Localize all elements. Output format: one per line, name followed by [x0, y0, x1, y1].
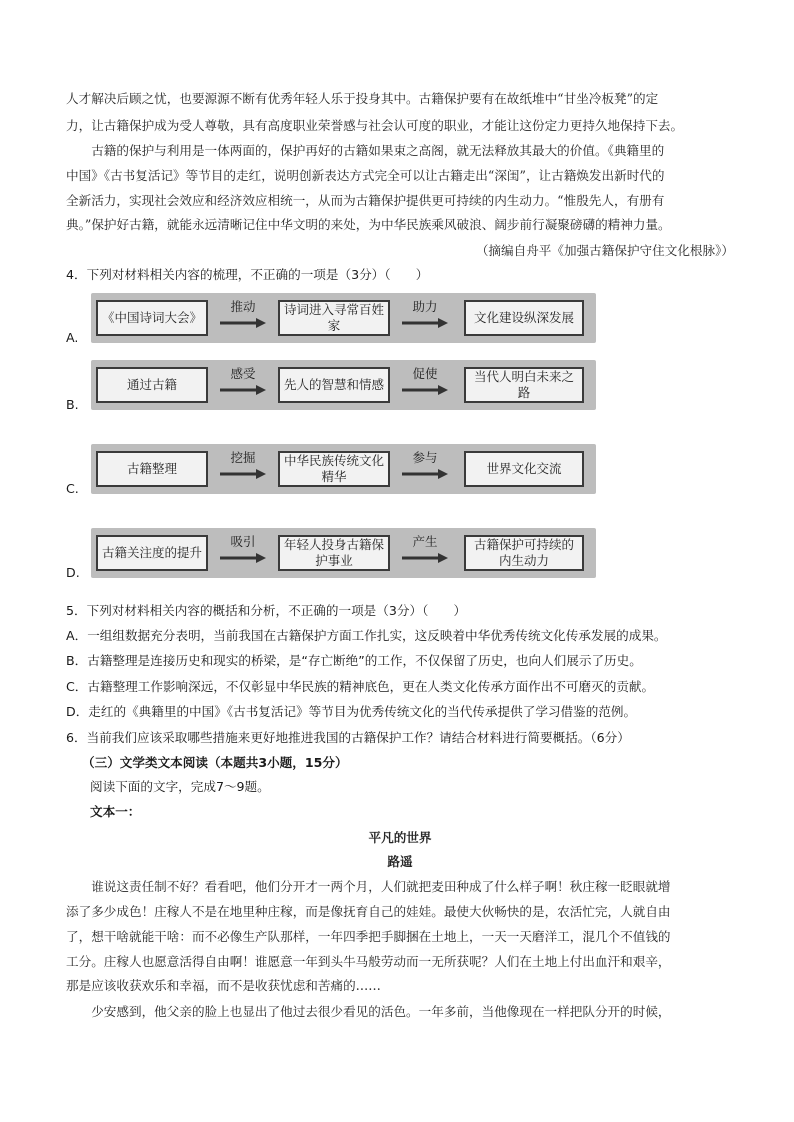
question-5-stem: 5．下列对材料相关内容的概括和分析，不正确的一项是（3分）（ ）: [66, 603, 467, 618]
passage-line: 少安感到，他父亲的脸上也显出了他过去很少看见的活色。一年多前，当他像现在一样把队分开的时候，: [66, 1004, 671, 1019]
passage-line: 古籍的保护与利用是一体两面的，保护再好的古籍如果束之高阁，就无法释放其最大的价值。《典籍里的: [66, 143, 665, 158]
q4-option-d[interactable]: [66, 528, 606, 580]
q5-option-b[interactable]: B．古籍整理是连接历史和现实的桥梁，是“存亡断绝”的工作，不仅保留了历史，也向人们展示了历史。: [66, 653, 642, 668]
flow-box: 古籍关注度的提升: [96, 535, 208, 571]
arrow-label: 助力: [412, 299, 438, 314]
arrow-label: 挖掘: [230, 450, 256, 465]
passage-line: 典。”保护好古籍，就能永远清晰记住中华文明的来处，为中华民族乘风破浪、阔步前行凝聚磅礴的精神力量。: [66, 217, 671, 232]
flow-arrow: [214, 448, 272, 488]
flow-box: 诗词进入寻常百姓家: [278, 300, 390, 336]
q5-option-a[interactable]: A．一组组数据充分表明，当前我国在古籍保护方面工作扎实，这反映着中华优秀传统文化传承发展的成果。: [66, 628, 667, 643]
section-heading: （三）文学类文本阅读（本题共3小题，15分）: [82, 755, 348, 770]
passage-line: 力，让古籍保护成为受人尊敬，具有高度职业荣誉感与社会认可度的职业，才能让这份定力更持久地保持下去。: [66, 118, 684, 133]
right-arrow-icon: [218, 317, 268, 329]
flow-arrow: [396, 448, 454, 488]
story-author: 路遥: [387, 854, 413, 869]
flow-box: 文化建设纵深发展: [464, 300, 584, 336]
story-title: 平凡的世界: [368, 830, 432, 845]
q5-option-c[interactable]: C．古籍整理工作影响深远，不仅彰显中华民族的精神底色，更在人类文化传承方面作出不可磨灭的贡献。: [66, 679, 655, 694]
flow-box: 当代人明白未来之路: [464, 367, 584, 403]
passage-line: 人才解决后顾之忧，也要源源不断有优秀年轻人乐于投身其中。古籍保护要有在故纸堆中“甘坐冷板凳”的定: [66, 91, 659, 106]
arrow-label: 产生: [412, 534, 438, 549]
q5-option-d[interactable]: D．走红的《典籍里的中国》《古书复活记》等节目为优秀传统文化的当代传承提供了学习借鉴的范例。: [66, 704, 637, 719]
right-arrow-icon: [400, 317, 450, 329]
right-arrow-icon: [400, 552, 450, 564]
flow-arrow: [396, 364, 454, 404]
flow-box: 中华民族传统文化精华: [278, 451, 390, 487]
flow-arrow: [214, 364, 272, 404]
passage-line: 中国》《古书复活记》等节目的走红，说明创新表达方式完全可以让古籍走出“深闺”，让古籍焕发出新时代的: [66, 168, 665, 183]
passage-line: 添了多少成色！庄稼人不是在地里种庄稼，而是像抚育自己的娃娃。最使大伙畅快的是，农活忙完，人就自由: [66, 904, 671, 919]
arrow-label: 推动: [230, 299, 256, 314]
q4-option-b[interactable]: [66, 360, 606, 412]
arrow-label: 感受: [230, 366, 256, 381]
flow-arrow: [396, 532, 454, 572]
flow-arrow: [396, 297, 454, 337]
option-letter: B.: [66, 397, 79, 412]
flow-box: 先人的智慧和情感: [278, 367, 390, 403]
arrow-label: 吸引: [230, 534, 256, 549]
flow-box: 世界文化交流: [464, 451, 584, 487]
section-instruction: 阅读下面的文字，完成7～9题。: [90, 779, 270, 794]
source-citation: （摘编自舟平《加强古籍保护守住文化根脉》）: [475, 243, 734, 258]
option-letter: A.: [66, 330, 79, 345]
flow-arrow: [214, 297, 272, 337]
passage-line: 全新活力，实现社会效应和经济效应相统一，从而为古籍保护提供更可持续的内生动力。“惟殷先人，有册有: [66, 193, 665, 208]
question-6-stem: 6．当前我们应该采取哪些措施来更好地推进我国的古籍保护工作？请结合材料进行简要概括。（6分）: [66, 730, 630, 745]
question-4-stem: 4．下列对材料相关内容的梳理，不正确的一项是（3分）（ ）: [66, 267, 429, 282]
flow-arrow: [214, 532, 272, 572]
passage-line: 谁说这责任制不好？看看吧，他们分开才一两个月，人们就把麦田种成了什么样子啊！秋庄稼一眨眼就增: [66, 879, 671, 894]
option-letter: D.: [66, 565, 80, 580]
right-arrow-icon: [400, 384, 450, 396]
q4-option-a[interactable]: [66, 293, 606, 345]
option-letter: C.: [66, 481, 79, 496]
flow-box: 古籍保护可持续的内生动力: [464, 535, 584, 571]
flow-box: 《中国诗词大会》: [96, 300, 208, 336]
right-arrow-icon: [400, 468, 450, 480]
right-arrow-icon: [218, 468, 268, 480]
flow-box: 古籍整理: [96, 451, 208, 487]
right-arrow-icon: [218, 552, 268, 564]
arrow-label: 促使: [412, 366, 438, 381]
text-label: 文本一：: [90, 804, 141, 819]
flow-box: 年轻人投身古籍保护事业: [278, 535, 390, 571]
q4-option-c[interactable]: [66, 444, 606, 496]
passage-line: 了，想干啥就能干啥：而不必像生产队那样，一年四季把手脚捆在土地上，一天一天磨洋工，混几个不值钱的: [66, 929, 671, 944]
right-arrow-icon: [218, 384, 268, 396]
passage-line: 工分。庄稼人也愿意活得自由啊！谁愿意一年到头牛马般劳动而一无所获呢？人们在土地上付出血汗和艰辛，: [66, 954, 671, 969]
arrow-label: 参与: [412, 450, 438, 465]
passage-line: 那是应该收获欢乐和幸福，而不是收获忧虑和苦痛的……: [66, 978, 381, 993]
flow-box: 通过古籍: [96, 367, 208, 403]
